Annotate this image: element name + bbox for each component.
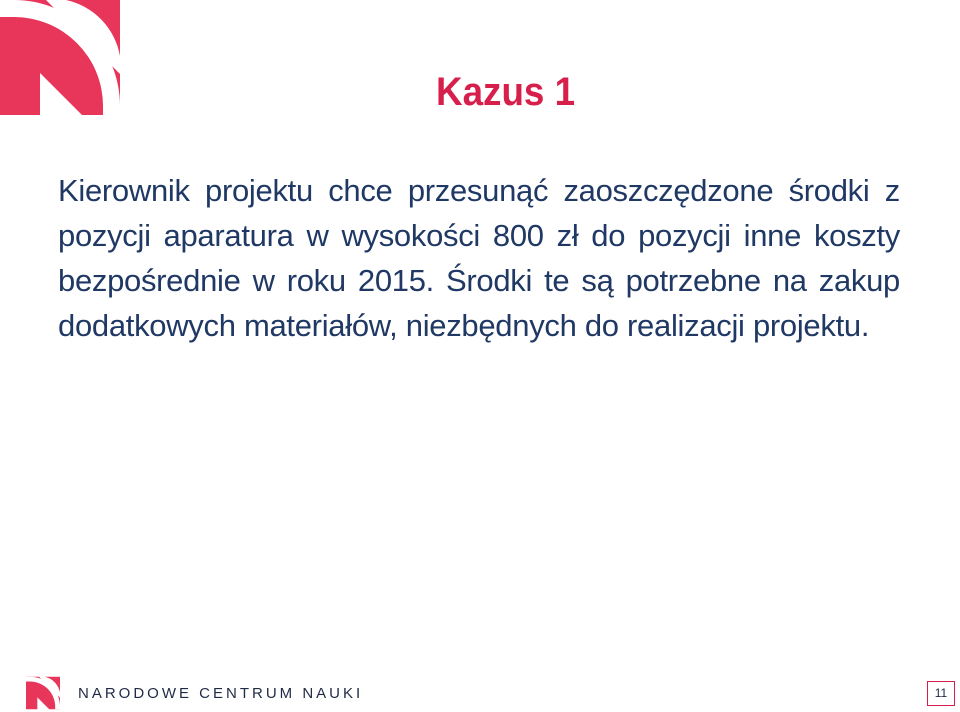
ncn-logo-icon (0, 0, 120, 115)
slide-title: Kazus 1 (436, 70, 576, 114)
ncn-footer-logo-icon (26, 676, 60, 710)
institution-name: NARODOWE CENTRUM NAUKI (78, 685, 364, 702)
case-description: Kierownik projektu chce przesunąć zaoszczędzone środki z pozycji aparatura w wysokości 800 zł do pozycji inne koszty bezpośrednie w roku 2015. Środki te są potrzebne na zakup dodatkowych materiałów, niezbędnych do realizacji projektu. (58, 173, 900, 343)
page-number: 11 (927, 681, 955, 706)
